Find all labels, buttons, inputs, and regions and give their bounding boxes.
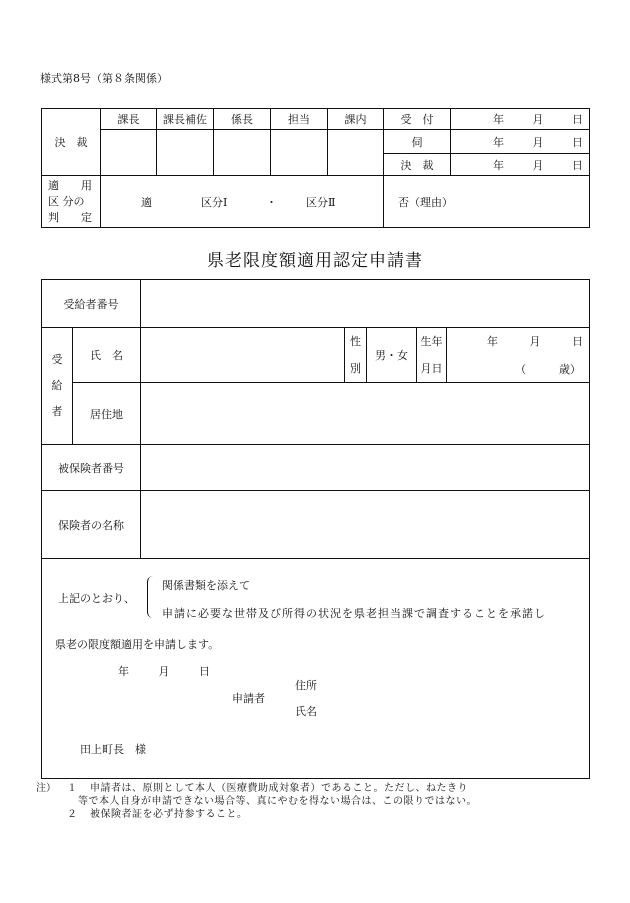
note-2-number: ２ xyxy=(67,809,77,820)
address-label-sign: 住所 xyxy=(295,679,317,692)
name-label: 氏 名 xyxy=(73,328,141,383)
statement-option-1: 関係書類を添えて xyxy=(162,579,250,592)
kessai-date[interactable]: 年 月 日 xyxy=(451,154,590,176)
stamp-kakaricho[interactable] xyxy=(214,130,271,176)
header-kanai: 課内 xyxy=(328,109,384,130)
stamp-kanai[interactable] xyxy=(328,130,384,176)
hi-reason[interactable]: 否（理由） xyxy=(384,176,590,228)
ukagai-date[interactable]: 年 月 日 xyxy=(451,130,590,154)
address-label: 居住地 xyxy=(73,383,141,445)
insurer-name-label: 保険者の名称 xyxy=(42,491,141,559)
statement-end: 県老の限度額適用を申請します。 xyxy=(55,638,220,651)
note-2-text: 被保険者証を必ず持参すること。 xyxy=(90,809,248,820)
statement-intro: 上記のとおり、 xyxy=(58,592,135,605)
notes-mark: 注） xyxy=(36,783,56,794)
sex-label: 性 別 xyxy=(345,328,367,383)
option-kubun-1: 区分Ⅰ xyxy=(201,195,228,209)
insured-number-field[interactable] xyxy=(141,445,590,491)
stamp-kacho[interactable] xyxy=(101,130,157,176)
date-line[interactable]: 年 月 日 xyxy=(118,665,210,678)
uketsuke-label: 受 付 xyxy=(384,109,451,130)
header-kacho: 課長 xyxy=(101,109,157,130)
approval-table xyxy=(41,108,590,228)
brace-icon xyxy=(147,576,156,618)
stamp-kacho-hosa[interactable] xyxy=(157,130,214,176)
option-kubun-2: 区分Ⅱ xyxy=(306,195,336,209)
tekiyo-options[interactable] xyxy=(101,176,384,228)
option-separator: ・ xyxy=(266,195,277,209)
header-kakaricho: 係長 xyxy=(214,109,271,130)
note-1-text-2: 等で本人自身が申請できない場合等、真にやむを得ない場合は、この限りではない。 xyxy=(78,796,477,807)
note-1-number: １ xyxy=(67,783,77,794)
form-label: 様式第8号（第８条関係） xyxy=(40,72,168,85)
stamp-tanto[interactable] xyxy=(271,130,328,176)
tekiyo-label: 適 用 区 分の 判 定 xyxy=(42,176,101,228)
applicant-label: 申請者 xyxy=(232,692,265,705)
note-1-text: 申請者は、原則として本人（医療費助成対象者）であること。ただし、ねたきり xyxy=(90,783,468,794)
recipient-vertical-label: 受 給 者 xyxy=(42,328,73,445)
name-label-sign: 氏名 xyxy=(295,705,317,718)
recipient-number-field[interactable] xyxy=(141,280,590,328)
birth-date-field[interactable]: 年 月 日 （ 歳） xyxy=(447,328,590,383)
age-field: （ 歳） xyxy=(515,363,582,376)
birth-label: 生年 月日 xyxy=(417,328,447,383)
page-title: 県老限度額適用認定申請書 xyxy=(207,251,423,271)
ukagai-label: 伺 xyxy=(384,130,451,154)
header-kacho-hosa: 課長補佐 xyxy=(157,109,214,130)
header-tanto: 担当 xyxy=(271,109,328,130)
insurer-name-field[interactable] xyxy=(141,491,590,559)
kessai-row-label: 決 裁 xyxy=(384,154,451,176)
sex-options[interactable]: 男・女 xyxy=(367,328,417,383)
name-field[interactable] xyxy=(141,328,345,383)
option-tekiyo: 適 xyxy=(141,195,152,209)
uketsuke-date[interactable]: 年 月 日 xyxy=(451,109,590,130)
address-field[interactable] xyxy=(141,383,590,445)
addressee: 田上町長 様 xyxy=(80,743,146,756)
insured-number-label: 被保険者番号 xyxy=(42,445,141,491)
statement-option-2: 申請に必要な世帯及び所得の状況を県老担当課で調査することを承諾し xyxy=(162,607,546,620)
kessai-label: 決 裁 xyxy=(42,109,101,176)
recipient-number-label: 受給者番号 xyxy=(42,280,141,328)
